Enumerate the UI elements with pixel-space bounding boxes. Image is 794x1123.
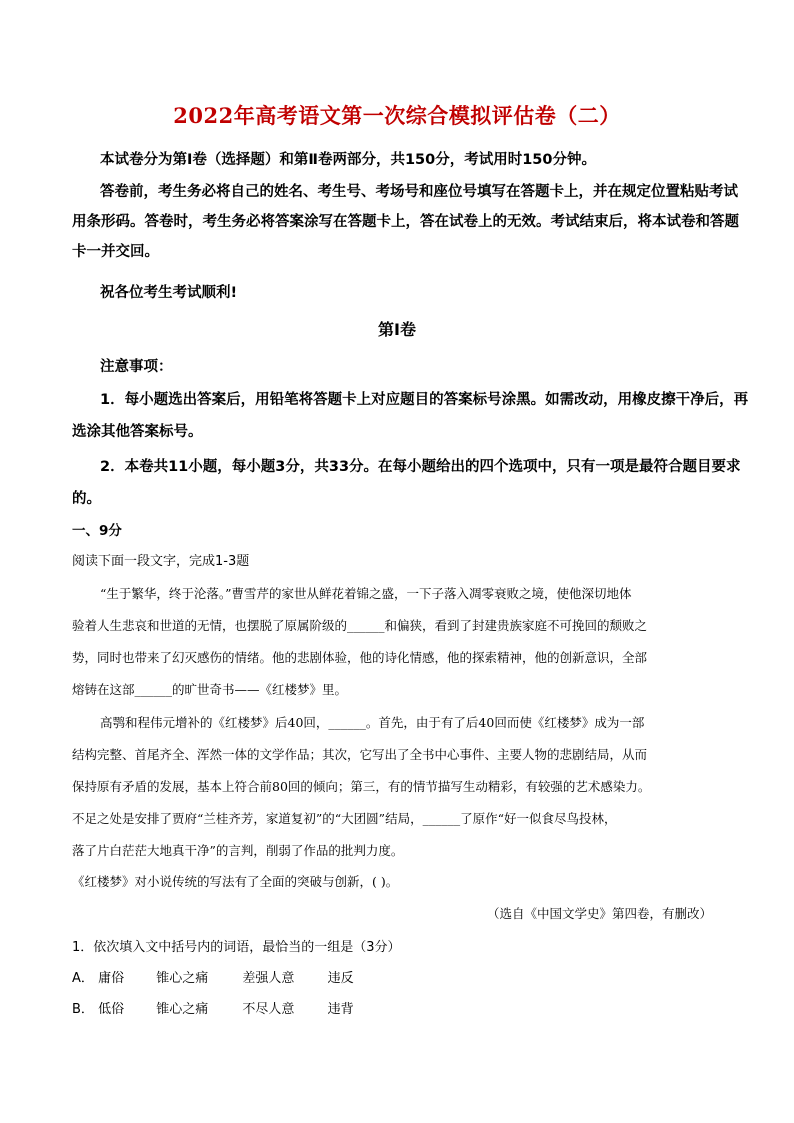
passage-p2-line-4: 不足之处是安排了贾府“兰桂齐芳，家道复初”的“大团圆”结局，______了原作“好一似食尽鸟投林，	[72, 811, 617, 826]
passage-p1-line-2: 验着人生悲哀和世道的无情，也摆脱了原属阶级的______和偏狭，看到了封建贵族家庭不可挽回的颓败之	[72, 618, 648, 633]
section-heading: 第Ⅰ卷	[378, 320, 416, 339]
option-b-word-1: 低俗	[98, 1002, 125, 1017]
passage-p3: 《红楼梦》对小说传统的写法有了全面的突破与创新，( )。	[72, 874, 399, 889]
option-b-word-3: 不尽人意	[242, 1002, 295, 1017]
notes-title: 注意事项：	[100, 359, 173, 375]
note-2-line-2: 的。	[72, 491, 101, 507]
intro-line-2: 答卷前，考生务必将自己的姓名、考生号、考场号和座位号填写在答题卡上，并在规定位置粘贴考试	[100, 184, 738, 200]
option-b-word-2: 锥心之痛	[156, 1002, 209, 1017]
passage-p1-line-4: 熔铸在这部______的旷世奇书——《红楼梦》里。	[72, 682, 348, 697]
passage-p1-line-1: “生于繁华，终于沦落。”曹雪芹的家世从鲜花着锦之盛，一下子落入凋零衰败之境，使他深切地体	[100, 586, 632, 601]
passage-p2-line-5: 落了片白茫茫大地真干净”的言判，削弱了作品的批判力度。	[72, 843, 404, 858]
intro-line-3: 用条形码。答卷时，考生务必将答案涂写在答题卡上，答在试卷上的无效。考试结束后，将本试卷和答题	[72, 214, 739, 230]
passage-p2-line-3: 保持原有矛盾的发展，基本上符合前80回的倾向；第三，有的情节描写生动精彩，有较强的艺术感染力。	[72, 779, 651, 794]
passage-p2-line-2: 结构完整、首尾齐全、浑然一体的文学作品；其次，它写出了全书中心事件、主要人物的悲剧结局，从而	[72, 747, 648, 762]
part-1-instruction: 阅读下面一段文字，完成1-3题	[72, 554, 250, 569]
page-title: 2022年高考语文第一次综合模拟评估卷（二）	[173, 103, 621, 128]
option-b-word-4: 违背	[327, 1002, 354, 1017]
option-b-label: B．	[72, 1002, 94, 1017]
passage-source: （选自《中国文学史》第四卷，有删改）	[486, 906, 712, 921]
question-1-option-a[interactable]	[72, 967, 354, 986]
option-a-label: A．	[72, 971, 94, 986]
option-a-word-2: 锥心之痛	[156, 971, 209, 986]
note-1-line-1: 1．每小题选出答案后，用铅笔将答题卡上对应题目的答案标号涂黑。如需改动，用橡皮擦干净后，再	[100, 392, 749, 408]
intro-line-1: 本试卷分为第Ⅰ卷（选择题）和第Ⅱ卷两部分，共150分，考试用时150分钟。	[100, 152, 596, 168]
note-2-line-1: 2．本卷共11小题，每小题3分，共33分。在每小题给出的四个选项中，只有一项是最符合题目要求	[100, 459, 741, 475]
option-a-word-4: 违反	[327, 971, 354, 986]
passage-p1-line-3: 势，同时也带来了幻灭感伤的情绪。他的悲剧体验，他的诗化情感，他的探索精神，他的创新意识，全部	[72, 650, 648, 665]
part-1-heading: 一、9分	[72, 523, 122, 539]
question-1-option-b[interactable]	[72, 998, 354, 1017]
option-a-word-3: 差强人意	[242, 971, 295, 986]
note-1-line-2: 选涂其他答案标号。	[72, 424, 203, 440]
intro-line-5: 祝各位考生考试顺利!	[100, 285, 238, 301]
question-1-stem: 1．依次填入文中括号内的词语，最恰当的一组是（3分）	[72, 940, 401, 955]
option-a-word-1: 庸俗	[98, 971, 125, 986]
passage-p2-line-1: 高鹗和程伟元增补的《红楼梦》后40回，______。首先，由于有了后40回而使《红楼梦》成为一部	[100, 715, 645, 730]
intro-line-4: 卡一并交回。	[72, 244, 159, 260]
